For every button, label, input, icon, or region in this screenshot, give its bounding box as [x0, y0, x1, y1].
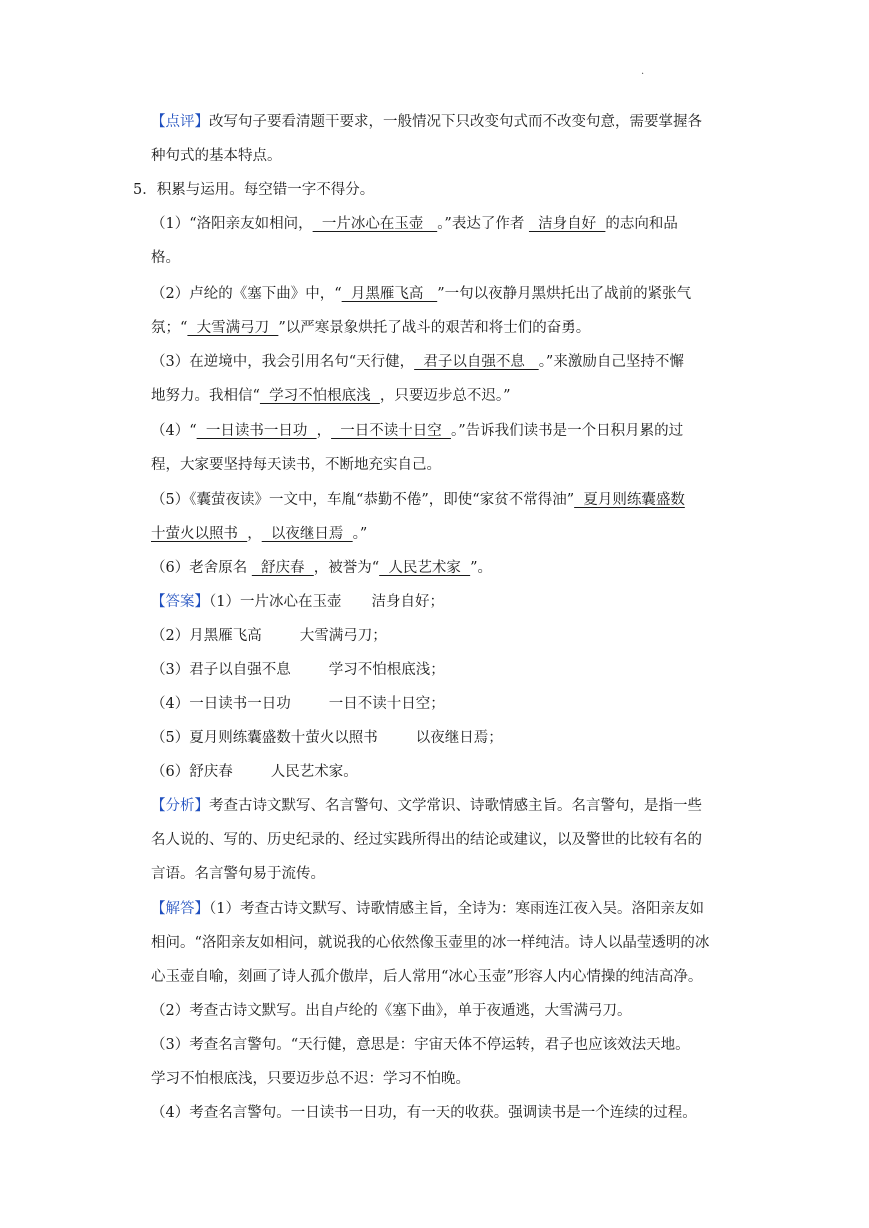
q5-5-text-c: ，	[247, 526, 262, 542]
answer-6b: 人民艺术家。	[270, 764, 358, 780]
answer-line-2	[151, 626, 387, 646]
q5-1-blank-1: 一片冰心在玉壶	[312, 216, 438, 232]
solution-line-4: （2）考查古诗文默写。出自卢纶的《塞下曲》，单于夜遁逃，大雪满弓刀。	[151, 1003, 632, 1019]
q5-4-blank-1: 一日读书一日功	[196, 423, 317, 439]
comment-line-2: 种句式的基本特点。	[151, 148, 282, 164]
q5-3-text-a: （3）在逆境中，我会引用名句“天行健，	[151, 354, 415, 370]
solution-line-5: （3）考查名言警句。“天行健，意思是：宇宙天体不停运转，君子也应该效法天地。	[151, 1037, 690, 1053]
q5-1-text-a: （1）“洛阳亲友如相问，	[151, 216, 313, 232]
q5-item-3	[151, 352, 684, 372]
q5-item-3-cont	[151, 386, 511, 406]
answer-3b: 学习不怕根底浅；	[328, 662, 445, 678]
q5-item-1	[151, 214, 678, 234]
analysis-text-1: 考查古诗文默写、名言警句、文学常识、诗歌情感主旨。名言警句，是指一些	[209, 798, 702, 814]
answer-line-4	[151, 694, 445, 714]
q5-5-text-a: （5）《囊萤夜读》一文中，车胤“恭勤不倦”，即使“家贫不常得油”	[151, 492, 575, 508]
q5-6-text-d: ”。	[470, 560, 493, 576]
analysis-tag: 【分析】	[151, 798, 209, 814]
q5-item-5-cont	[151, 524, 367, 544]
q5-2-blank-1: 月黑雁飞高	[341, 286, 438, 302]
q5-3-blank-1: 君子以自强不息	[414, 354, 539, 370]
q5-5-blank-1a: 夏月则练囊盛数	[574, 492, 685, 508]
answer-5a: （5）夏月则练囊盛数十萤火以照书	[151, 730, 378, 746]
answer-6a: （6）舒庆春	[151, 764, 233, 780]
answer-line-1	[151, 592, 444, 612]
q5-6-text-c: ，被誉为“	[313, 560, 380, 576]
analysis-line-1	[151, 796, 702, 816]
q5-5-text-d: 。”	[352, 526, 368, 542]
solution-line-2: 相问。“洛阳亲友如相问，就说我的心依然像玉壶里的冰一样纯洁。诗人以晶莹透明的冰	[151, 935, 710, 951]
solution-line-3: 心玉壶自喻，刻画了诗人孤介傲岸，后人常用“冰心玉壶”形容人内心情操的纯洁高净。	[151, 969, 703, 985]
analysis-line-3: 言语。名言警句易于流传。	[151, 866, 325, 882]
q5-3-text-c: 。”来激励自己坚持不懈	[538, 354, 684, 370]
answer-5b: 以夜继日焉；	[415, 730, 503, 746]
q5-3-blank-2: 学习不怕根底浅	[259, 388, 380, 404]
answer-tag: 【答案】	[151, 594, 209, 610]
comment-line-1	[151, 112, 702, 132]
answer-1a: （1）一片冰心在玉壶	[209, 594, 342, 610]
q5-1-blank-2: 洁身自好	[528, 216, 606, 232]
question-5-title: 5．积累与运用。每空错一字不得分。	[133, 182, 375, 198]
answer-line-3	[151, 660, 445, 680]
q5-5-blank-2: 以夜继日焉	[261, 526, 353, 542]
answer-3a: （3）君子以自强不息	[151, 662, 291, 678]
answer-4b: 一日不读十日空；	[328, 696, 445, 712]
answer-line-6	[151, 762, 358, 782]
q5-1-text-d: 的志向和品	[605, 216, 678, 232]
solution-line-6: 学习不怕根底浅，只要迈步总不迟：学习不怕晚。	[151, 1071, 470, 1087]
solution-text-1: （1）考查古诗文默写、诗歌情感主旨，全诗为：寒雨连江夜入吴。洛阳亲友如	[209, 901, 704, 917]
answer-line-5	[151, 728, 503, 748]
solution-line-7: （4）考查名言警句。一日读书一日功，有一天的收获。强调读书是一个连续的过程。	[151, 1105, 697, 1121]
comment-tag: 【点评】	[151, 114, 209, 130]
q5-item-2-cont	[151, 318, 590, 338]
q5-6-text-a: （6）老舍原名	[151, 560, 252, 576]
q5-5-blank-1b: 十萤火以照书	[151, 526, 248, 542]
q5-1-text-c: 。”表达了作者	[437, 216, 529, 232]
answer-2b: 大雪满弓刀；	[299, 628, 387, 644]
q5-6-blank-1: 舒庆春	[251, 560, 314, 576]
q5-item-4	[151, 421, 683, 441]
q5-2-blank-2: 大雪满弓刀	[187, 320, 279, 336]
q5-2-text-c: ”一句以夜静月黑烘托出了战前的紧张气	[437, 286, 692, 302]
q5-4-blank-2: 一日不读十日空	[331, 423, 452, 439]
q5-item-2	[151, 284, 691, 304]
answer-2a: （2）月黑雁飞高	[151, 628, 262, 644]
q5-2-text-d: 氛；“	[151, 320, 188, 336]
page-dot: .	[641, 66, 645, 77]
q5-2-text-a: （2）卢纶的《塞下曲》中，“	[151, 286, 342, 302]
q5-3-text-e: ，只要迈步总不迟。”	[379, 388, 511, 404]
q5-3-text-d: 地努力。我相信“	[151, 388, 260, 404]
q5-2-text-e: ”以严寒景象烘托了战斗的艰苦和将士们的奋勇。	[278, 320, 591, 336]
answer-1b: 洁身自好；	[371, 594, 444, 610]
q5-item-1-cont: 格。	[151, 250, 180, 266]
q5-item-4-cont: 程，大家要坚持每天读书，不断地充实自己。	[151, 457, 441, 473]
solution-line-1	[151, 899, 704, 919]
answer-4a: （4）一日读书一日功	[151, 696, 291, 712]
analysis-line-2: 名人说的、写的、历史纪录的、经过实践所得出的结论或建议，以及警世的比较有名的	[151, 832, 702, 848]
q5-item-5	[151, 490, 685, 510]
q5-4-text-d: 。”告诉我们读书是一个日积月累的过	[451, 423, 684, 439]
solution-tag: 【解答】	[151, 901, 209, 917]
q5-item-6	[151, 558, 492, 578]
q5-4-text-c: ，	[316, 423, 332, 439]
comment-text-1: 改写句子要看清题干要求，一般情况下只改变句式而不改变句意，需要掌握各	[209, 114, 702, 130]
q5-6-blank-2: 人民艺术家	[379, 560, 471, 576]
q5-4-text-a: （4）“	[151, 423, 197, 439]
